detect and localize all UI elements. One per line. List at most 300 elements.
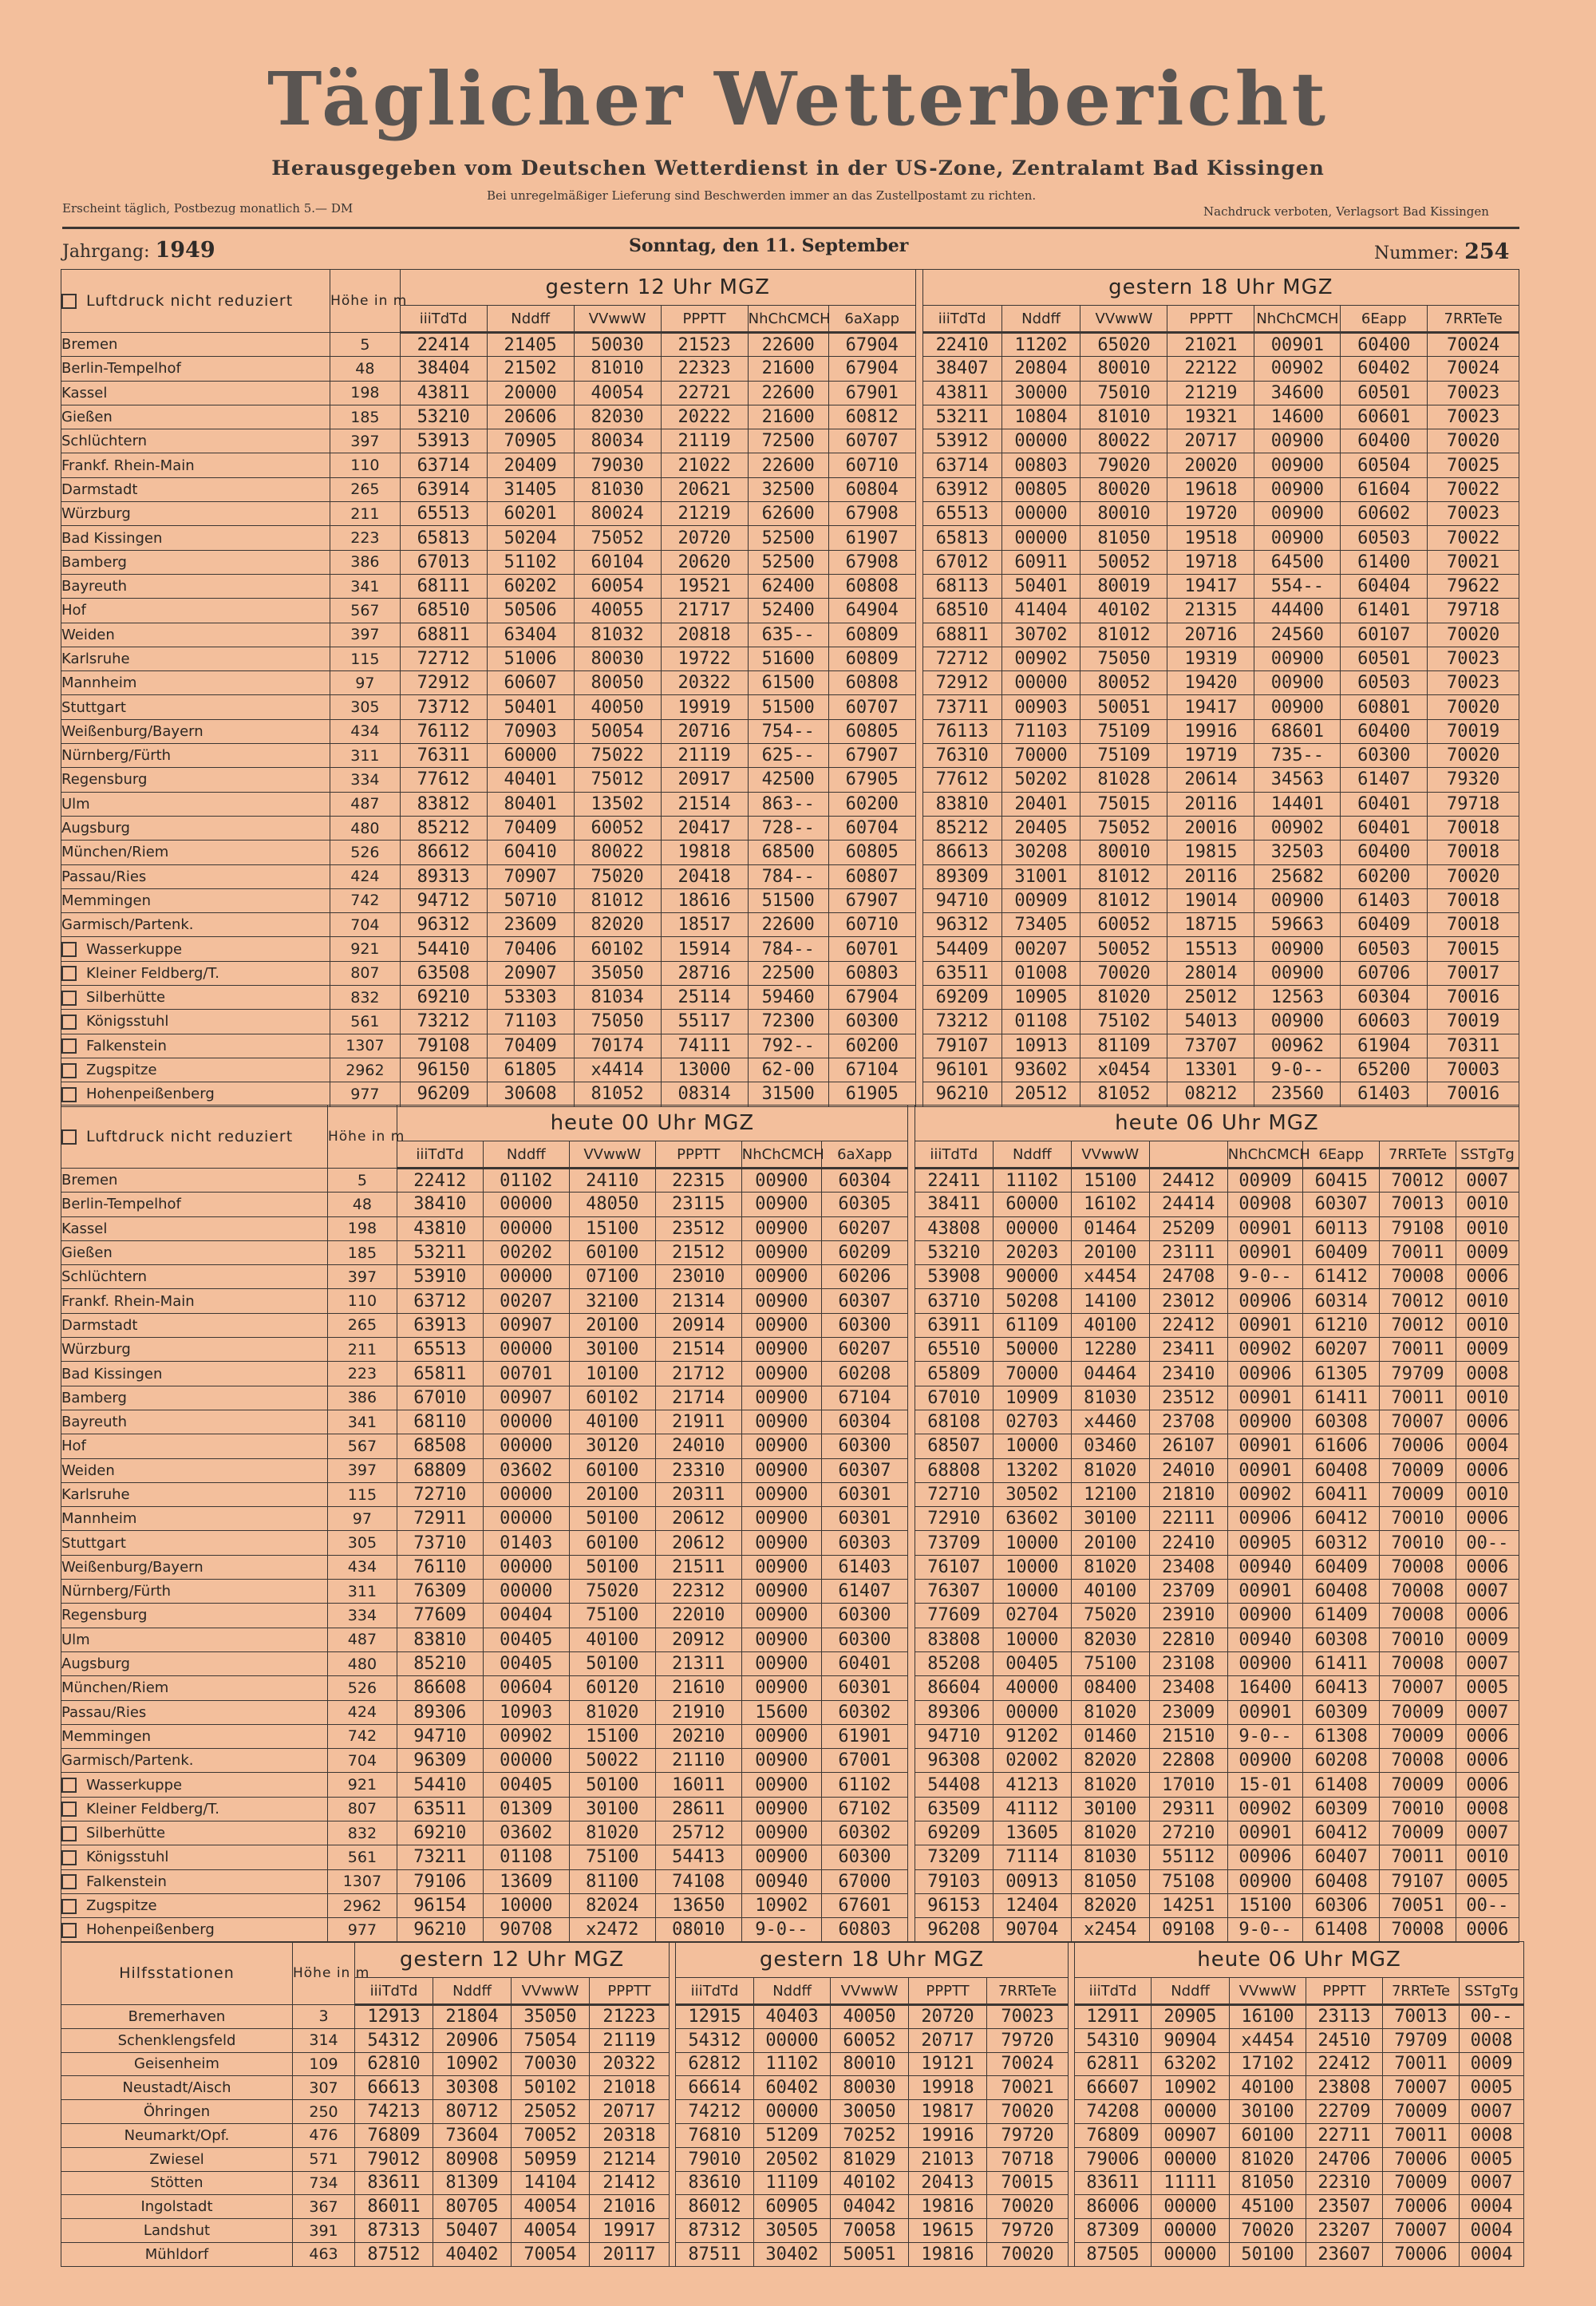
obs-value: 63508 xyxy=(400,961,487,985)
obs-value: 45100 xyxy=(1230,2195,1306,2219)
station-name-text: Nürnberg/Fürth xyxy=(61,1583,172,1600)
obs-value: 87512 xyxy=(355,2242,433,2266)
obs-value: 61604 xyxy=(1341,477,1428,501)
obs-value: 60809 xyxy=(828,647,915,670)
obs-value: 11102 xyxy=(993,1169,1071,1193)
header-marker xyxy=(61,1129,77,1145)
obs-value: 00000 xyxy=(483,1193,569,1216)
station-height: 97 xyxy=(327,1507,397,1531)
station-row xyxy=(61,719,1519,743)
obs-value: 96308 xyxy=(915,1749,993,1773)
column-header: 7RRTeTe xyxy=(1428,306,1519,333)
obs-value: 76307 xyxy=(915,1580,993,1604)
obs-value: 20405 xyxy=(1001,816,1080,840)
obs-value: 00900 xyxy=(741,1193,821,1216)
station-name-text: Neumarkt/Opf. xyxy=(124,2126,230,2144)
obs-value: 60200 xyxy=(1341,864,1428,888)
obs-value: 70023 xyxy=(1428,671,1519,695)
obs-value: 00901 xyxy=(1227,1240,1303,1264)
obs-value: 23310 xyxy=(655,1458,741,1482)
obs-value: 81012 xyxy=(1080,864,1167,888)
station-row xyxy=(61,1507,1519,1531)
station-row xyxy=(61,1362,1519,1386)
obs-value: 14104 xyxy=(512,2171,590,2195)
obs-value: 59460 xyxy=(748,986,828,1010)
station-height: 391 xyxy=(293,2219,355,2243)
station-row xyxy=(61,1628,1519,1651)
obs-value: 22600 xyxy=(748,913,828,937)
station-row xyxy=(61,961,1519,985)
obs-value: 61403 xyxy=(1341,888,1428,912)
obs-value: 96154 xyxy=(397,1893,483,1917)
obs-value: 0010 xyxy=(1456,1845,1519,1869)
obs-value: 61412 xyxy=(1303,1265,1380,1289)
obs-value: 66607 xyxy=(1075,2076,1152,2100)
obs-value: 00604 xyxy=(483,1676,569,1700)
station-name xyxy=(61,502,330,526)
station-name xyxy=(61,1458,328,1482)
obs-value: 70008 xyxy=(1380,1918,1456,1942)
station-name xyxy=(61,986,330,1010)
station-row xyxy=(61,550,1519,574)
obs-value: x2472 xyxy=(569,1918,655,1942)
station-row xyxy=(61,2195,1524,2219)
obs-value: 70021 xyxy=(987,2076,1069,2100)
station-name-text: Kassel xyxy=(61,384,108,401)
obs-value: 75052 xyxy=(574,526,661,550)
obs-value: 50051 xyxy=(831,2242,909,2266)
station-row xyxy=(61,1289,1519,1313)
obs-value: 70007 xyxy=(1380,1410,1456,1434)
obs-value: 80010 xyxy=(1080,357,1167,381)
obs-value: 70052 xyxy=(512,2123,590,2147)
obs-value: 68108 xyxy=(915,1410,993,1434)
obs-value: 20905 xyxy=(1152,2005,1230,2029)
obs-value: 70009 xyxy=(1380,1724,1456,1748)
obs-value: 20100 xyxy=(569,1482,655,1506)
obs-value: 61407 xyxy=(821,1580,907,1604)
obs-value: 59663 xyxy=(1254,913,1341,937)
obs-value: 60805 xyxy=(828,841,915,864)
obs-value: 18616 xyxy=(661,888,748,912)
obs-value: 90704 xyxy=(993,1918,1071,1942)
obs-value: 55112 xyxy=(1149,1845,1227,1869)
obs-value: 60300 xyxy=(821,1628,907,1651)
obs-value: 14401 xyxy=(1254,792,1341,816)
obs-value: 83611 xyxy=(355,2171,433,2195)
obs-value: 96209 xyxy=(400,1082,487,1106)
obs-value: 09108 xyxy=(1149,1918,1227,1942)
obs-value: 21022 xyxy=(661,453,748,477)
obs-value: 38411 xyxy=(915,1193,993,1216)
station-height: 305 xyxy=(330,695,401,719)
station-row xyxy=(61,1482,1519,1506)
obs-value: 70903 xyxy=(487,719,574,743)
obs-value: 73212 xyxy=(400,1010,487,1034)
obs-value: 71103 xyxy=(487,1010,574,1034)
obs-value: 60207 xyxy=(821,1216,907,1240)
station-row xyxy=(61,1893,1519,1917)
obs-value: 86012 xyxy=(676,2195,754,2219)
obs-value: 80010 xyxy=(1080,502,1167,526)
obs-value: 21804 xyxy=(433,2005,512,2029)
obs-value: 70000 xyxy=(993,1362,1071,1386)
obs-value: 20620 xyxy=(661,550,748,574)
station-name xyxy=(61,1507,328,1531)
jahrgang-label: Jahrgang: xyxy=(62,242,150,262)
obs-value: 62812 xyxy=(676,2052,754,2076)
obs-value: 62811 xyxy=(1075,2052,1152,2076)
station-name-text: Silberhütte xyxy=(86,989,166,1007)
obs-value: 70017 xyxy=(1428,961,1519,985)
obs-value: 25052 xyxy=(512,2100,590,2124)
station-height: 2962 xyxy=(327,1893,397,1917)
column-header: iiiTdTd xyxy=(922,306,1001,333)
obs-value: 70007 xyxy=(1383,2219,1460,2243)
column-header: NhChCMCH xyxy=(741,1141,821,1169)
obs-value: 70006 xyxy=(1383,2147,1460,2171)
obs-value: 70020 xyxy=(1428,623,1519,647)
obs-value: 00207 xyxy=(483,1289,569,1313)
station-name-text: Passau/Ries xyxy=(61,868,147,885)
station-name-text: Kleiner Feldberg/T. xyxy=(86,1800,220,1818)
station-height: 211 xyxy=(330,502,401,526)
obs-value: 51500 xyxy=(748,695,828,719)
obs-value: 23512 xyxy=(655,1216,741,1240)
obs-value: x4460 xyxy=(1071,1410,1149,1434)
station-name xyxy=(61,1434,328,1458)
obs-value: 41112 xyxy=(993,1797,1071,1821)
obs-value: 60401 xyxy=(1341,792,1428,816)
station-row xyxy=(61,574,1519,598)
obs-value: 65510 xyxy=(915,1338,993,1362)
obs-value: 20906 xyxy=(433,2028,512,2052)
obs-value: 60704 xyxy=(828,816,915,840)
obs-value: 60206 xyxy=(821,1265,907,1289)
obs-value: 0007 xyxy=(1456,1651,1519,1675)
obs-value: 30505 xyxy=(754,2219,831,2243)
obs-value: 53303 xyxy=(487,986,574,1010)
obs-value: 62600 xyxy=(748,502,828,526)
obs-value: 13609 xyxy=(483,1869,569,1893)
obs-value: 72710 xyxy=(915,1482,993,1506)
obs-value: 52500 xyxy=(748,550,828,574)
obs-value: 00962 xyxy=(1254,1034,1341,1058)
obs-value: 60808 xyxy=(828,671,915,695)
obs-value: 96312 xyxy=(400,913,487,937)
station-name xyxy=(61,2005,293,2029)
station-name-text: Regensburg xyxy=(61,771,148,789)
station-name xyxy=(61,405,330,429)
obs-value: 00901 xyxy=(1227,1458,1303,1482)
station-row xyxy=(61,2171,1524,2195)
obs-value: 21219 xyxy=(661,502,748,526)
station-name xyxy=(61,1265,328,1289)
obs-value: 635-- xyxy=(748,623,828,647)
obs-value: 61109 xyxy=(993,1313,1071,1337)
obs-value: 70406 xyxy=(487,937,574,961)
obs-value: 70011 xyxy=(1383,2052,1460,2076)
obs-value: 75020 xyxy=(1071,1604,1149,1628)
obs-value: 19121 xyxy=(909,2052,987,2076)
obs-value: 72912 xyxy=(400,671,487,695)
station-row xyxy=(61,1240,1519,1264)
obs-value: 61905 xyxy=(828,1082,915,1106)
obs-value: 74212 xyxy=(676,2100,754,2124)
obs-value: 65513 xyxy=(400,502,487,526)
obs-value: 25209 xyxy=(1149,1216,1227,1240)
obs-value: 60303 xyxy=(821,1531,907,1555)
obs-value: 81020 xyxy=(1071,1773,1149,1797)
obs-value: 00900 xyxy=(741,1628,821,1651)
obs-value: 86608 xyxy=(397,1676,483,1700)
obs-value: 01464 xyxy=(1071,1216,1149,1240)
obs-value: 12404 xyxy=(993,1893,1071,1917)
obs-value: 0007 xyxy=(1456,1580,1519,1604)
obs-value: 00405 xyxy=(483,1651,569,1675)
station-name-text: Stuttgart xyxy=(61,1534,126,1552)
obs-value: 21119 xyxy=(661,744,748,768)
station-height: 561 xyxy=(327,1845,397,1869)
station-name xyxy=(61,961,330,985)
obs-value: 38410 xyxy=(397,1193,483,1216)
obs-value: 60707 xyxy=(828,695,915,719)
obs-value: 72910 xyxy=(915,1507,993,1531)
obs-value: 96210 xyxy=(922,1082,1001,1106)
obs-value: 80020 xyxy=(1080,477,1167,501)
station-name xyxy=(61,526,330,550)
obs-value: 70008 xyxy=(1380,1604,1456,1628)
obs-value: 20606 xyxy=(487,405,574,429)
obs-value: 10804 xyxy=(1001,405,1080,429)
obs-value: 20413 xyxy=(909,2171,987,2195)
obs-value: 22410 xyxy=(1149,1531,1227,1555)
station-row xyxy=(61,1338,1519,1362)
obs-value: 00901 xyxy=(1227,1821,1303,1845)
obs-value: 40000 xyxy=(993,1676,1071,1700)
station-name-text: Berlin-Tempelhof xyxy=(61,1196,181,1213)
station-height: 561 xyxy=(330,1010,401,1034)
obs-value: 19319 xyxy=(1167,647,1254,670)
obs-value: 54408 xyxy=(915,1773,993,1797)
station-row xyxy=(61,1458,1519,1482)
obs-value: 79720 xyxy=(987,2123,1069,2147)
obs-value: 60100 xyxy=(569,1240,655,1264)
station-row xyxy=(61,1845,1519,1869)
station-name xyxy=(61,550,330,574)
obs-value: 60307 xyxy=(821,1289,907,1313)
station-name xyxy=(61,647,330,670)
obs-value: 70023 xyxy=(1428,647,1519,670)
obs-value: 65200 xyxy=(1341,1058,1428,1082)
obs-value: 65513 xyxy=(922,502,1001,526)
obs-value: 60300 xyxy=(821,1313,907,1337)
station-height: 334 xyxy=(327,1604,397,1628)
obs-value: 50102 xyxy=(512,2076,590,2100)
obs-value: 70020 xyxy=(1080,961,1167,985)
obs-value: 08010 xyxy=(655,1918,741,1942)
obs-value: 22312 xyxy=(655,1580,741,1604)
station-row xyxy=(61,623,1519,647)
obs-value: 69210 xyxy=(397,1821,483,1845)
obs-value: 81309 xyxy=(433,2171,512,2195)
obs-value: 00900 xyxy=(741,1749,821,1773)
station-name-text: Weiden xyxy=(61,626,115,643)
column-header: iiiTdTd xyxy=(1075,1978,1152,2005)
obs-value: 20020 xyxy=(1167,453,1254,477)
height-header: Höhe in m xyxy=(327,1106,397,1169)
obs-value: 70022 xyxy=(1428,526,1519,550)
station-height: 480 xyxy=(330,816,401,840)
obs-value: 67102 xyxy=(821,1797,907,1821)
obs-value: 19718 xyxy=(1167,550,1254,574)
obs-value: 60905 xyxy=(754,2195,831,2219)
obs-value: 79010 xyxy=(676,2147,754,2171)
obs-value: 70174 xyxy=(574,1034,661,1058)
obs-value: 00000 xyxy=(1152,2195,1230,2219)
obs-value: 90000 xyxy=(993,1265,1071,1289)
obs-value: 70007 xyxy=(1380,1676,1456,1700)
obs-value: 87312 xyxy=(676,2219,754,2243)
station-row xyxy=(61,453,1519,477)
obs-value: 60503 xyxy=(1341,526,1428,550)
obs-value: 21610 xyxy=(655,1676,741,1700)
station-name xyxy=(61,864,330,888)
station-row xyxy=(61,333,1519,357)
obs-value: 70011 xyxy=(1380,1338,1456,1362)
obs-value: 00900 xyxy=(741,1386,821,1410)
obs-value: 19518 xyxy=(1167,526,1254,550)
station-name-text: Schlüchtern xyxy=(61,1268,148,1286)
obs-value: 00900 xyxy=(741,1555,821,1579)
station-name xyxy=(61,1869,328,1893)
station-name xyxy=(61,1193,328,1216)
obs-value: 30208 xyxy=(1001,841,1080,864)
obs-value: 554-- xyxy=(1254,574,1341,598)
obs-value: 83810 xyxy=(922,792,1001,816)
obs-value: 21810 xyxy=(1149,1482,1227,1506)
obs-value: 79108 xyxy=(1380,1216,1456,1240)
obs-value: 70907 xyxy=(487,864,574,888)
obs-value: 22721 xyxy=(661,381,748,405)
obs-value: 20912 xyxy=(655,1628,741,1651)
obs-value: 00901 xyxy=(1227,1313,1303,1337)
obs-value: 17010 xyxy=(1149,1773,1227,1797)
column-header: Nddff xyxy=(483,1141,569,1169)
obs-value: 60801 xyxy=(1341,695,1428,719)
obs-value: 60412 xyxy=(1303,1821,1380,1845)
station-row xyxy=(61,1676,1519,1700)
column-header: PPPTT xyxy=(909,1978,987,2005)
obs-value: 10909 xyxy=(993,1386,1071,1410)
obs-value: 60306 xyxy=(1303,1893,1380,1917)
obs-value: 00900 xyxy=(1254,453,1341,477)
obs-value: 0006 xyxy=(1456,1458,1519,1482)
station-name-text: Nürnberg/Fürth xyxy=(61,747,172,765)
station-row xyxy=(61,1918,1519,1942)
obs-value: 68111 xyxy=(400,574,487,598)
obs-value: 60413 xyxy=(1303,1676,1380,1700)
station-height: 305 xyxy=(327,1531,397,1555)
obs-value: 70013 xyxy=(1380,1193,1456,1216)
obs-value: 68808 xyxy=(915,1458,993,1482)
obs-value: 00900 xyxy=(741,1773,821,1797)
obs-value: 93602 xyxy=(1001,1058,1080,1082)
obs-value: 60102 xyxy=(569,1386,655,1410)
obs-value: 00701 xyxy=(483,1362,569,1386)
obs-value: 21018 xyxy=(590,2076,670,2100)
obs-value: 81034 xyxy=(574,986,661,1010)
obs-value: 80019 xyxy=(1080,574,1167,598)
station-height: 463 xyxy=(293,2242,355,2266)
obs-value: 67001 xyxy=(821,1749,907,1773)
obs-value: 00906 xyxy=(1227,1289,1303,1313)
obs-value: 00900 xyxy=(1254,647,1341,670)
header-marker xyxy=(61,294,77,309)
obs-value: 25114 xyxy=(661,986,748,1010)
obs-value: 43808 xyxy=(915,1216,993,1240)
obs-value: 00940 xyxy=(1227,1555,1303,1579)
station-height: 807 xyxy=(330,961,401,985)
obs-value: 67908 xyxy=(828,550,915,574)
obs-value: 23115 xyxy=(655,1193,741,1216)
obs-value: 22111 xyxy=(1149,1507,1227,1531)
station-header-label xyxy=(61,270,330,333)
station-name xyxy=(61,2052,293,2076)
column-header: PPPTT xyxy=(590,1978,670,2005)
obs-value: 10000 xyxy=(993,1555,1071,1579)
obs-value: 83810 xyxy=(397,1628,483,1651)
obs-value: 72300 xyxy=(748,1010,828,1034)
obs-value: 60300 xyxy=(821,1604,907,1628)
obs-value: 20614 xyxy=(1167,768,1254,792)
obs-value: 61408 xyxy=(1303,1918,1380,1942)
obs-value: 60304 xyxy=(1341,986,1428,1010)
obs-value: 19417 xyxy=(1167,695,1254,719)
station-row xyxy=(61,1797,1519,1821)
obs-value: 30100 xyxy=(1071,1507,1149,1531)
obs-value: 00900 xyxy=(1254,695,1341,719)
obs-value: 70015 xyxy=(1428,937,1519,961)
obs-value: 60607 xyxy=(487,671,574,695)
obs-value: 53210 xyxy=(915,1240,993,1264)
obs-value: 67010 xyxy=(915,1386,993,1410)
obs-value: 20914 xyxy=(655,1313,741,1337)
station-name xyxy=(61,2242,293,2266)
obs-value: 23410 xyxy=(1149,1362,1227,1386)
station-row xyxy=(61,1821,1519,1845)
obs-value: 20322 xyxy=(661,671,748,695)
obs-value: 26107 xyxy=(1149,1434,1227,1458)
obs-value: 72712 xyxy=(922,647,1001,670)
obs-value: 70010 xyxy=(1380,1531,1456,1555)
station-name xyxy=(61,719,330,743)
obs-value: 10905 xyxy=(1001,986,1080,1010)
obs-value: 86613 xyxy=(922,841,1001,864)
station-row xyxy=(61,381,1519,405)
obs-value: 65809 xyxy=(915,1362,993,1386)
obs-value: 70020 xyxy=(1428,695,1519,719)
obs-value: 12563 xyxy=(1254,986,1341,1010)
obs-value: 60308 xyxy=(1303,1410,1380,1434)
obs-value: 21119 xyxy=(661,429,748,453)
station-marker xyxy=(61,1874,77,1889)
obs-value: 00901 xyxy=(1227,1434,1303,1458)
obs-value: 79006 xyxy=(1075,2147,1152,2171)
station-height: 185 xyxy=(330,405,401,429)
obs-value: 15100 xyxy=(1071,1169,1149,1193)
obs-value: 63511 xyxy=(397,1797,483,1821)
